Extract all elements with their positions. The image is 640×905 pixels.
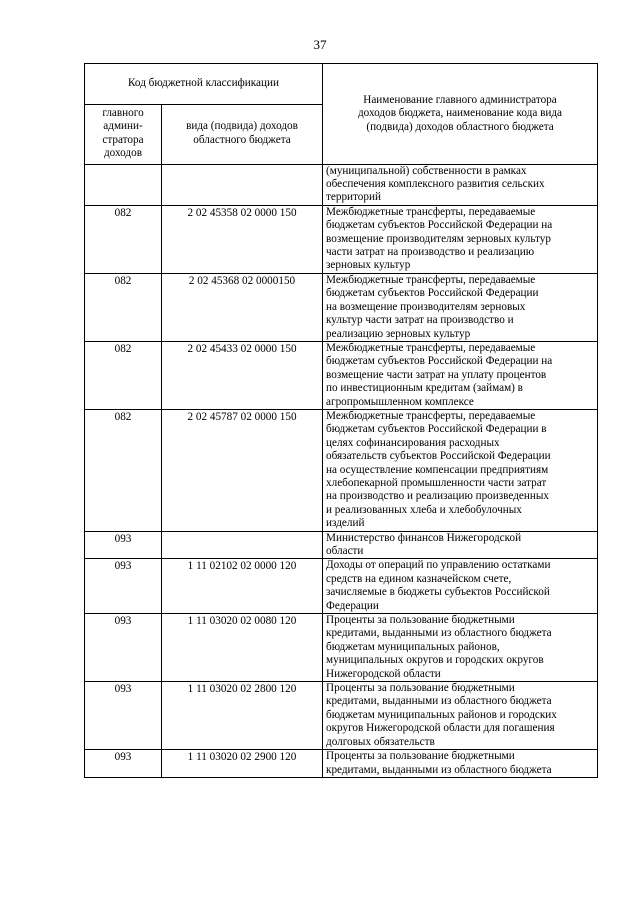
admin-code-cell: 082	[85, 409, 162, 531]
text-line: зерновых культур	[326, 259, 411, 272]
text-line: кредитами, выданными из областного бюджета	[326, 763, 552, 776]
text-line: зачисляемые в бюджеты субъектов Российской	[326, 586, 550, 599]
table-row	[85, 205, 598, 273]
text-line: доходов	[103, 147, 142, 160]
text-line: долговых обязательств	[326, 735, 435, 748]
text-line: части затрат на производство и реализацию	[326, 246, 535, 259]
budget-classification-table	[84, 63, 598, 778]
page-number: 37	[313, 37, 327, 52]
income-name-cell	[323, 750, 598, 778]
text-line: области	[326, 545, 364, 557]
text-line: обеспечения комплексного развития сельских	[326, 178, 545, 191]
table-header	[85, 64, 598, 165]
text-line: реализацию зерновых культур	[326, 327, 471, 340]
table-row	[85, 409, 598, 531]
text-line: муниципальных округов и городских округов	[326, 654, 544, 667]
text-line: возмещение производителям зерновых культур	[326, 232, 551, 245]
text-line: бюджетам субъектов Российской Федерации	[326, 287, 539, 300]
text-line: главного	[102, 107, 144, 119]
text-line: по инвестиционным кредитам (займам) в	[326, 382, 523, 395]
text-line: целях софинансирования расходных	[326, 436, 500, 449]
text-line: Проценты за пользование бюджетными	[326, 614, 515, 627]
admin-code-cell: 093	[85, 750, 162, 778]
text-line: (муниципальной) собственности в рамках	[326, 164, 527, 177]
header-row-group	[85, 64, 598, 105]
table-body	[85, 164, 598, 777]
admin-code-cell: 082	[85, 341, 162, 409]
text-line: агропромышленном комплексе	[326, 395, 474, 408]
text-line: стратора	[102, 133, 144, 146]
text-line: областного бюджета	[193, 133, 291, 146]
text-line: изделий	[326, 517, 365, 530]
admin-code-cell: 093	[85, 531, 162, 559]
text-line: Федерации	[326, 599, 379, 612]
text-line: кредитами, выданными из областного бюджета	[326, 695, 552, 708]
admin-code-cell: 093	[85, 614, 162, 682]
text-line: Проценты за пользование бюджетными	[326, 682, 515, 695]
text-line: Межбюджетные трансферты, передаваемые	[326, 409, 536, 422]
table-row	[85, 273, 598, 341]
income-name-cell	[323, 164, 598, 205]
text-line: на производство и реализацию произведенных	[326, 490, 549, 503]
income-code-cell: 1 11 03020 02 2900 120	[162, 750, 323, 778]
text-line: Доходы от операций по управлению остатками	[326, 559, 551, 572]
income-name-cell	[323, 409, 598, 531]
text-line: бюджетам муниципальных районов,	[326, 640, 500, 653]
income-code-cell: 1 11 02102 02 0000 120	[162, 559, 323, 614]
admin-code-cell	[85, 164, 162, 205]
text-line: на осуществление компенсации предприятиям	[326, 463, 549, 476]
income-code-cell: 2 02 45358 02 0000 150	[162, 205, 323, 273]
text-line: и реализованных хлеба и хлебобулочных	[326, 503, 522, 516]
income-code-cell: 1 11 03020 02 2800 120	[162, 682, 323, 750]
admin-code-cell: 082	[85, 205, 162, 273]
text-line: территорий	[326, 191, 381, 204]
text-line: хлебопекарной промышленности части затрат	[326, 476, 547, 489]
text-line: бюджетам муниципальных районов и городских	[326, 708, 557, 721]
income-code-cell	[162, 164, 323, 205]
table-row	[85, 164, 598, 205]
admin-code-cell: 082	[85, 273, 162, 341]
header-classification-code: Код бюджетной классификации	[85, 64, 323, 105]
income-name-cell	[323, 531, 598, 559]
text-line: кредитами, выданными из областного бюджета	[326, 627, 552, 640]
income-code-cell: 2 02 45433 02 0000 150	[162, 341, 323, 409]
text-line: культур части затрат на производство и	[326, 314, 514, 327]
income-name-cell	[323, 273, 598, 341]
table-row	[85, 682, 598, 750]
income-code-cell: 1 11 03020 02 0080 120	[162, 614, 323, 682]
text-line: админи-	[103, 120, 143, 133]
text-line: бюджетам субъектов Российской Федерации в	[326, 423, 547, 436]
text-line: (подвида) доходов областного бюджета	[366, 120, 554, 133]
text-line: обязательств субъектов Российской Федерации	[326, 450, 551, 463]
table-row	[85, 531, 598, 559]
income-name-cell	[323, 205, 598, 273]
table-row	[85, 559, 598, 614]
text-line: Межбюджетные трансферты, передаваемые	[326, 273, 536, 286]
header-name-column	[323, 64, 598, 165]
text-line: Межбюджетные трансферты, передаваемые	[326, 341, 536, 354]
text-line: Проценты за пользование бюджетными	[326, 750, 515, 763]
text-line: Наименование главного администратора	[363, 93, 557, 106]
income-code-cell: 2 02 45368 02 0000150	[162, 273, 323, 341]
header-admin-column	[85, 105, 162, 165]
admin-code-cell: 093	[85, 682, 162, 750]
text-line: бюджетам субъектов Российской Федерации на	[326, 355, 553, 368]
income-code-cell: 2 02 45787 02 0000 150	[162, 409, 323, 531]
admin-code-cell: 093	[85, 559, 162, 614]
text-line: вида (подвида) доходов	[186, 120, 298, 133]
text-line: на возмещение производителям зерновых	[326, 300, 526, 313]
text-line: средств на едином казначейском счете,	[326, 572, 512, 585]
income-name-cell	[323, 682, 598, 750]
table-row	[85, 614, 598, 682]
text-line: бюджетам субъектов Российской Федерации на	[326, 219, 553, 232]
header-code-column	[162, 105, 323, 165]
text-line: Министерство финансов Нижегородской	[326, 531, 522, 544]
table-row	[85, 341, 598, 409]
text-line: возмещение части затрат на уплату процентов	[326, 368, 547, 381]
text-line: доходов бюджета, наименование кода вида	[357, 107, 563, 120]
income-name-cell	[323, 341, 598, 409]
text-line: Межбюджетные трансферты, передаваемые	[326, 205, 536, 218]
income-name-cell	[323, 614, 598, 682]
income-name-cell	[323, 559, 598, 614]
text-line: округов Нижегородской области для погашения	[326, 722, 555, 735]
table-row	[85, 750, 598, 778]
income-code-cell	[162, 531, 323, 559]
text-line: Нижегородской области	[326, 667, 441, 680]
